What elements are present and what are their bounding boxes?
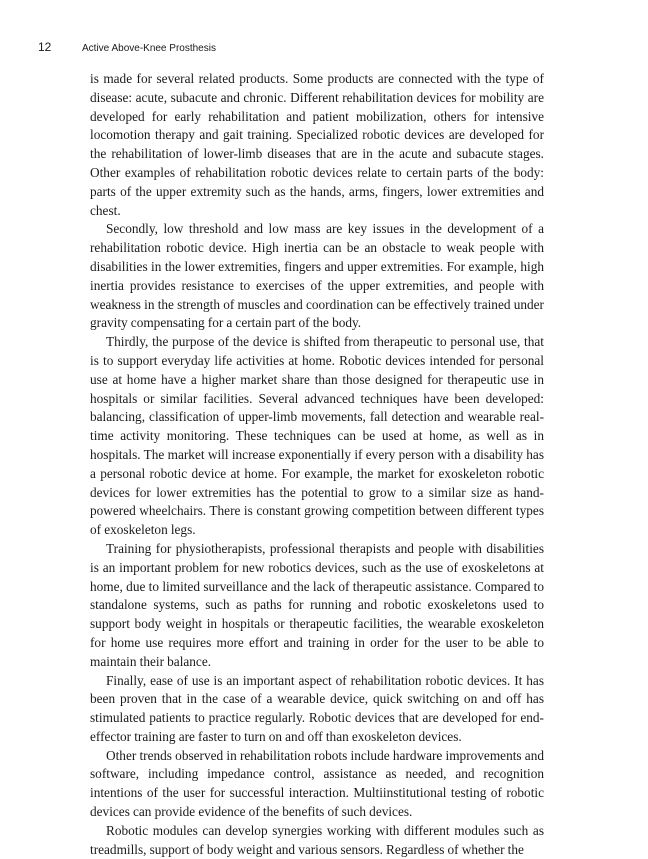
body-text <box>90 70 544 859</box>
paragraph-continued: is made for several related products. Some products are connected with the type of disease: acute, subacute and chronic. Different rehabilitation devices for mobility are developed for early rehabilitation and patient mobilization, others for intensive locomotion therapy and gait training. Specialized robotic devices are developed for the rehabilitation of lower-limb diseases that are in the acute and subacute stages. Other examples of rehabilitation robotic devices relate to certain parts of the body: parts of the upper extremity such as the hands, arms, fingers, lower extremities and chest. <box>90 71 544 218</box>
running-head <box>38 40 216 56</box>
paragraph-finally: Finally, ease of use is an important aspect of rehabilitation robotic devices. It has been proven that in the case of a wearable device, quick switching on and off has stimulated patients to practice regularly. Robotic devices that are developed for end-effector training are faster to turn on and off than exoskeleton devices. <box>90 672 544 744</box>
running-title: Active Above-Knee Prosthesis <box>82 43 216 54</box>
paragraph-robotic-modules: Robotic modules can develop synergies working with different modules such as treadmills, support of body weight and various sensors. Regardless of whether the <box>90 822 544 857</box>
paragraph-thirdly: Thirdly, the purpose of the device is shifted from therapeutic to personal use, that is to support everyday life activities at home. Robotic devices intended for personal use at home have a higher market share than those designed for therapeutic use in hospitals or similar facilities. Several advanced techniques have been developed: balancing, classification of upper-limb movements, fall detection and wearable real-time activity monitoring. These techniques can be used at home, as well as in hospitals. The market will increase exponentially if every person with a disability has a personal robotic device at home. For example, the market for exoskeleton robotic devices for lower extremities has the potential to grow to a similar size as hand-powered wheelchairs. There is constant growing competition between different types of exoskeleton legs. <box>90 334 544 538</box>
paragraph-other-trends: Other trends observed in rehabilitation robots include hardware improvements and software, including impedance control, assistance as needed, and recognition intentions of the user for successful interaction. Multiinstitutional testing of robotic devices can provide evidence of the benefits of such devices. <box>90 747 544 820</box>
page-number: 12 <box>38 40 52 54</box>
paragraph-training: Training for physiotherapists, professional therapists and people with disabilities is an important problem for new robotics devices, such as the use of exoskeletons at home, due to limited surveillance and the lack of therapeutic assistance. Compared to standalone systems, such as paths for running and robotic exoskeletons used to support body weight in hospitals or therapeutic facilities, the wearable exoskeleton for home use requires more effort and training in order for the user to be able to maintain their balance. <box>90 540 544 669</box>
paragraph-secondly: Secondly, low threshold and low mass are key issues in the development of a rehabilitation robotic device. High inertia can be an obstacle to weak people with disabilities in the lower extremities, fingers and upper extremities. For example, high inertia provides resistance to exercises of the upper extremities, and people with weakness in the strength of muscles and coordination can be effectively trained under gravity compensating for a certain part of the body. <box>90 221 544 331</box>
